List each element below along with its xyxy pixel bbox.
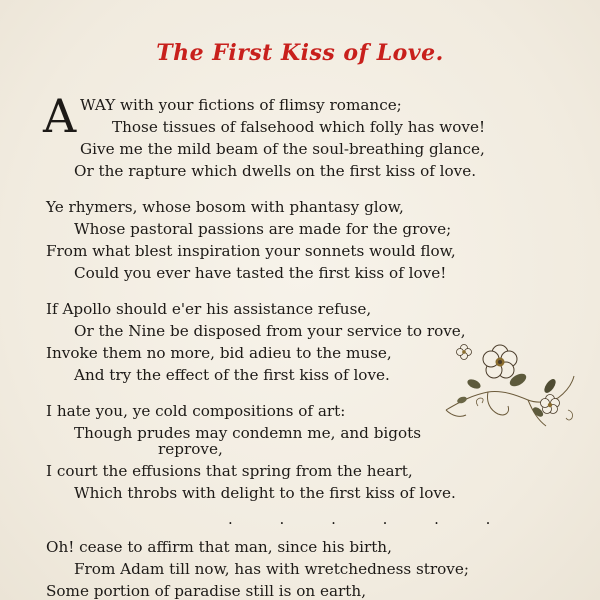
poem-line: Those tissues of falsehood which folly has wove!: [112, 118, 486, 136]
poem-line: Or the Nine be disposed from your service to rove,: [74, 322, 466, 340]
poem-line: I court the effusions that spring from the heart,: [46, 462, 413, 480]
poem-line: reprove,: [158, 440, 223, 458]
poem-line: Oh! cease to affirm that man, since his birth,: [46, 538, 392, 556]
flower-vine-icon: [438, 340, 583, 445]
poem-line: Though prudes may condemn me, and bigots: [74, 424, 422, 442]
drop-cap: A: [43, 89, 77, 143]
poem-line: If Apollo should e'er his assistance refuse,: [46, 300, 372, 318]
poem-title: The First Kiss of Love.: [156, 40, 444, 66]
poem-line: WAY with your fictions of flimsy romance;: [80, 96, 402, 114]
poem-line: Which throbs with delight to the first kiss of love.: [74, 484, 456, 502]
poem-line: Some portion of paradise still is on earth,: [46, 582, 367, 600]
poem-line: Give me the mild beam of the soul-breathing glance,: [80, 140, 485, 158]
poem-line: Could you ever have tasted the first kiss of love!: [74, 264, 447, 282]
poem-line: Whose pastoral passions are made for the grove;: [74, 220, 452, 238]
poem-line: From what blest inspiration your sonnets would flow,: [46, 242, 456, 260]
poem-line: Ye rhymers, whose bosom with phantasy glow,: [46, 198, 404, 216]
poem-line: I hate you, ye cold compositions of art:: [46, 402, 346, 420]
poem-line: And try the effect of the first kiss of love.: [74, 366, 390, 384]
stanza-separator: . . . . . .: [228, 510, 512, 528]
poem-line: From Adam till now, has with wretchedness strove;: [74, 560, 469, 578]
poem-line: Invoke them no more, bid adieu to the muse,: [46, 344, 392, 362]
poem-line: Or the rapture which dwells on the first kiss of love.: [74, 162, 477, 180]
